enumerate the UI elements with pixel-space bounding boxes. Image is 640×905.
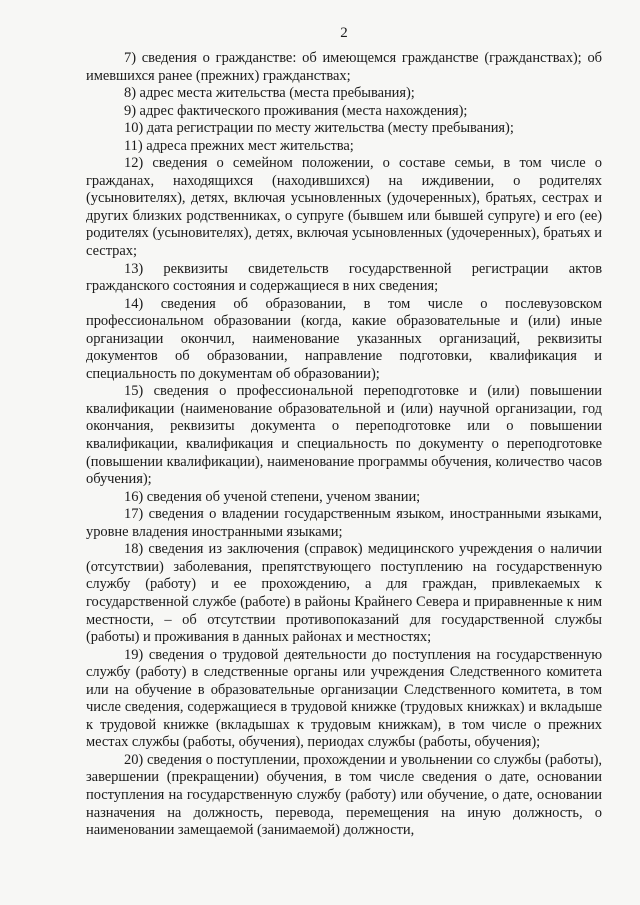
list-item-7: 7) сведения о гражданстве: об имеющемся гражданстве (гражданствах); об имевшихся ранее (прежних) гражданствах; [86, 50, 602, 84]
list-item-12: 12) сведения о семейном положении, о составе семьи, в том числе о гражданах, находящихся (находившихся) на иждивении, о родителях (усыновителях), детях, включая усыновленных (удочеренных), братьях, сестрах и других близких родственниках, о супруге (бывшем или бывшей супруге) и его (ее) родителях (усыновителях), детях, включая усыновленных (удочеренных), братьях и сестрах; [86, 155, 602, 260]
page-number: 2 [340, 25, 348, 41]
list-item-10: 10) дата регистрации по месту жительства (месту пребывания); [124, 120, 514, 137]
list-item-14: 14) сведения об образовании, в том числе о послевузовском профессиональном образовании (когда, какие образовательные и (или) иные организации окончил, наименование указанных организаций, реквизиты документов об образовании, направление подготовки, квалификация и специальность по документам об образовании); [86, 295, 602, 382]
list-item-13: 13) реквизиты свидетельств государственной регистрации актов гражданского состояния и содержащиеся в них сведения; [86, 260, 602, 295]
list-item-16: 16) сведения об ученой степени, ученом звании; [124, 488, 421, 505]
list-item-11: 11) адреса прежних мест жительства; [124, 137, 354, 154]
list-item-20: 20) сведения о поступлении, прохождении и увольнении со службы (работы), завершении (прекращении) обучения, в том числе сведения о дате, основании поступления на государственную службу (работу) или обучение, о дате, основании назначения на должность, перевода, перемещения на иную должность, о наименовании замещаемой (занимаемой) должности, [86, 751, 602, 839]
list-item-17: 17) сведения о владении государственным языком, иностранными языками, уровне владения иностранными языками; [86, 506, 602, 540]
list-item-19: 19) сведения о трудовой деятельности до поступления на государственную службу (работу) в следственные органы или учреждения Следственного комитета или на обучение в образовательные организации Следственного комитета, в том числе сведения, содержащиеся в трудовой книжке (трудовых книжках) и вкладыше к трудовой книжке (вкладышах к трудовым книжкам), в том числе о прежних местах службы (работы, обучения), периодах службы (работы, обучения); [86, 646, 602, 751]
list-item-9: 9) адрес фактического проживания (места нахождения); [124, 102, 468, 119]
list-item-15: 15) сведения о профессиональной переподготовке и (или) повышении квалификации (наименование образовательной и (или) научной организации, год окончания, реквизиты документа о переподготовке или о повышении квалификации, квалификация и специальность по документу о переподготовке (повышении квалификации), наименование программы обучения, количество часов обучения); [86, 383, 602, 488]
list-item-18: 18) сведения из заключения (справок) медицинского учреждения о наличии (отсутствии) заболевания, препятствующего поступлению на государственную службу (работу) и ее прохождению, а для граждан, привлекаемых к государственной службе (работе) в районы Крайнего Севера и приравненные к ним местности, – об отсутствии противопоказаний для государственной службы (работы) и проживания в данных районах и местностях; [86, 541, 602, 646]
list-item-8: 8) адрес места жительства (места пребывания); [124, 85, 415, 102]
